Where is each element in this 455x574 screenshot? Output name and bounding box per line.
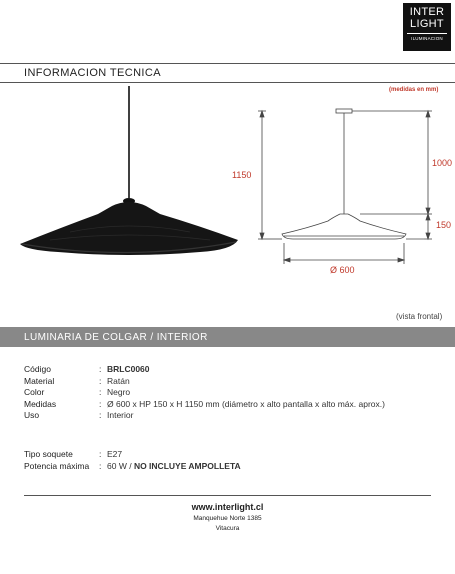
dim-shade-height: 150 xyxy=(436,220,452,230)
spec-row-max-power xyxy=(24,461,241,473)
spec-row-code xyxy=(24,364,385,376)
spec-row-dimensions xyxy=(24,399,385,411)
specs-table xyxy=(24,364,385,422)
logo-line-inter: INTER xyxy=(409,6,445,18)
spec-label: Tipo soquete xyxy=(24,449,73,459)
spec-value-socket: E27 xyxy=(107,449,123,459)
address: Manquehue Norte 1385 xyxy=(193,515,262,522)
spec-label: Código xyxy=(24,364,51,374)
section-title: INFORMACION TECNICA xyxy=(24,67,161,79)
spec-row-color xyxy=(24,387,385,399)
spec-value-bulb-note: NO INCLUYE AMPOLLETA xyxy=(133,460,241,471)
footer xyxy=(0,502,455,532)
spec-value-color: Negro xyxy=(107,387,131,397)
spec-separator: : xyxy=(99,375,102,386)
website-link[interactable]: www.interlight.cl xyxy=(191,502,264,512)
units-note: (medidas en mm) xyxy=(389,87,439,93)
spec-separator: : xyxy=(99,387,102,397)
electrical-specs xyxy=(24,449,241,472)
footer-rule xyxy=(24,495,431,496)
spec-value-use: Interior xyxy=(107,410,134,420)
spec-value-dimensions: Ø 600 x HP 150 x H 1150 mm (diámetro x alto pantalla x alto máx. aprox.) xyxy=(107,398,385,409)
dim-cable-length: 1000 xyxy=(432,158,453,168)
spec-label: Uso xyxy=(24,410,40,420)
spec-value-material: Ratán xyxy=(107,375,130,386)
spec-separator: : xyxy=(99,460,102,471)
spec-row-material xyxy=(24,376,385,388)
spec-label: Medidas xyxy=(24,398,57,409)
spec-label: Material xyxy=(24,375,55,386)
logo-line-iluminacion: ILUMINACION xyxy=(411,36,443,41)
spec-value-code: BRLC0060 xyxy=(107,364,150,374)
spec-separator: : xyxy=(99,364,102,374)
view-note: (vista frontal) xyxy=(396,312,443,321)
spec-separator: : xyxy=(99,410,102,420)
spec-row-use xyxy=(24,410,385,422)
logo-line-light: LIGHT xyxy=(410,18,444,30)
city: Vitacura xyxy=(215,525,240,532)
spec-separator: : xyxy=(99,398,102,409)
spec-value-power: 60 W / xyxy=(107,460,134,471)
lamp-illustration xyxy=(20,86,238,255)
category-title: LUMINARIA DE COLGAR / INTERIOR xyxy=(24,332,208,343)
spec-separator: : xyxy=(99,449,102,459)
dim-diameter: Ø 600 xyxy=(330,265,355,275)
technical-drawing xyxy=(258,109,432,264)
dim-total-height: 1150 xyxy=(232,170,252,180)
spec-label: Color xyxy=(24,387,45,397)
category-band xyxy=(0,327,455,347)
spec-row-socket xyxy=(24,449,241,461)
spec-label: Potencia máxima xyxy=(24,460,90,471)
